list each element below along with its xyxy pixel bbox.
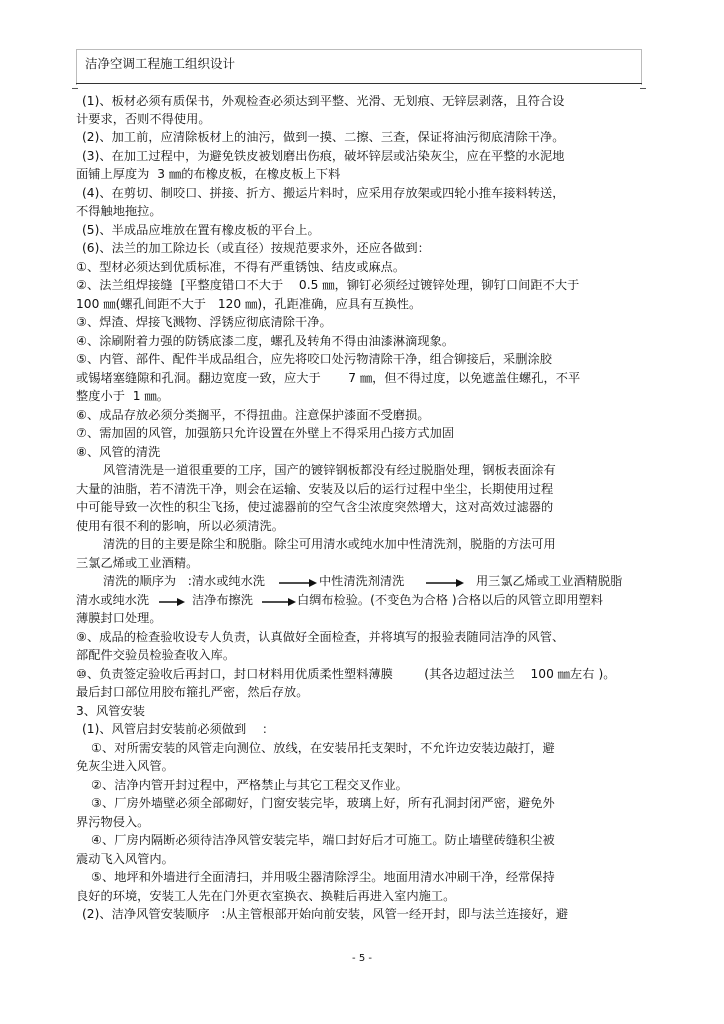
flow-step-3: 用三氯乙烯或工业酒精脱脂 (476, 574, 623, 588)
arrow-right-icon (159, 597, 185, 607)
flow-step-1: 清水或纯水洗 (76, 593, 150, 607)
body-line: 100 ㎜(螺孔间距不大于 120 ㎜)，孔距准确，应具有互换性。 (76, 297, 422, 311)
body-line: (3)、在加工过程中，为避免铁皮被划磨出伤痕，破坏锌层或沾染灰尘，应在平整的水泥地 (82, 149, 565, 163)
flow-step-2: 中性清洗剂清洗 (319, 574, 405, 588)
flow-step-3: 白绸布检验。(不变色为合格 )合格以后的风管立即用塑料 (297, 593, 603, 607)
body-line: 三氯乙烯或工业酒精。 (76, 556, 199, 570)
body-line: 薄膜封口处理。 (76, 611, 162, 625)
body-line: 计要求，否则不得使用。 (76, 112, 211, 126)
body-line: ⑨、成品的检查验收设专人负责，认真做好全面检查，并将填写的报验表随同洁净的风管、 (76, 630, 565, 644)
body-line: (2)、加工前，应清除板材上的油污，做到一摸、二擦、三查，保证将油污彻底清除干净。 (82, 130, 565, 144)
document-header-title: 洁净空调工程施工组织设计 (85, 56, 236, 71)
body-line: ①、对所需安装的风管走向测位、放线，在安装吊托支架时，不允许边安装边敲打，避 (91, 741, 555, 755)
body-line: ④、涂刷附着力强的防锈底漆二度，螺孔及转角不得由油漆淋滴现象。 (76, 334, 455, 348)
body-line: 整度小于 1 ㎜。 (76, 389, 170, 403)
flow-step-2: 洁净布擦洗 (192, 593, 253, 607)
arrow-right-icon (279, 578, 317, 588)
body-line: (6)、法兰的加工除边长（或直径）按规范要求外，还应各做到： (82, 241, 430, 255)
body-line: 或锡堵塞缝隙和孔洞。翻边宽度一致，应大于 7 ㎜，但不得过度，以免遮盖住螺孔，不平 (76, 371, 581, 385)
body-line: ⑧、风管的清洗 (76, 445, 161, 459)
page-number: - 5 - (352, 953, 372, 964)
body-line: (1)、风管启封安装前必须做到 ： (82, 722, 275, 736)
arrow-right-icon (262, 597, 296, 607)
body-line: 最后封口部位用胶布箍扎严密，然后存放。 (76, 685, 309, 699)
flow-step-1: 清洗的顺序为 :清水或纯水洗 (103, 574, 265, 588)
body-line: ⑩、负责签定验收后再封口，封口材料用优质柔性塑料薄膜 (其各边超过法兰 100 ㎜左右 )。 (76, 667, 616, 681)
body-line: 免灰尘进入风管。 (76, 759, 174, 773)
body-line: ⑥、成品存放必须分类搁平，不得扭曲。注意保护漆面不受磨损。 (76, 408, 430, 422)
body-line: ③、厂房外墙壁必须全部砌好，门窗安装完毕，玻璃上好，所有孔洞封闭严密，避免外 (91, 796, 555, 810)
section-heading: 3、风管安装 (76, 704, 145, 718)
body-line: ②、法兰组焊接缝 [平整度错口不大于 0.5 ㎜，铆钉必须经过镀锌处理，铆钉口间距不大于 (76, 278, 580, 292)
body-line: ⑦、需加固的风管，加强筋只允许设置在外壁上不得采用凸接方式加固 (76, 426, 455, 440)
body-line: 震动飞入风管内。 (76, 852, 174, 866)
body-line: 不得触地拖拉。 (76, 204, 162, 218)
arrow-right-icon (426, 578, 464, 588)
body-line: 部配件交验员检验查收入库。 (76, 648, 236, 662)
body-line: ②、洁净内管开封过程中，严格禁止与其它工程交叉作业。 (91, 778, 408, 792)
body-line: (4)、在剪切、制咬口、拼接、折方、搬运片料时，应采用存放架或四轮小推车接料转送， (82, 186, 565, 200)
body-line: ③、焊渣、焊接飞溅物、浮锈应彻底清除干净。 (76, 315, 332, 329)
body-line: 中可能导致一次性的积尘飞扬，使过滤器前的空气含尘浓度突然增大，这对高效过滤器的 (76, 500, 554, 514)
body-line: 面铺上厚度为 3 ㎜的布橡皮板，在橡皮板上下料 (76, 167, 341, 181)
body-line: (2)、洁净风管安装顺序 :从主管根部开始向前安装，风管一经开封，即与法兰连接好，避 (82, 907, 569, 921)
body-line: ⑤、地坪和外墙进行全面清扫，并用吸尘器清除浮尘。地面用清水冲刷干净，经常保持 (91, 870, 555, 884)
body-line: ⑤、内管、部件、配件半成品组合，应先将咬口处污物清除干净，组合铆接后，采删涂胶 (76, 352, 552, 366)
body-line: ④、厂房内隔断必须待洁净风管安装完毕，端口封好后才可施工。防止墙壁砖缝积尘被 (91, 833, 555, 847)
body-line: 良好的环境，安装工人先在门外更衣室换衣、换鞋后再进入室内施工。 (76, 889, 456, 903)
body-line: 大量的油脂，若不清洗干净，则会在运输、安装及以后的运行过程中坐尘，长期使用过程 (76, 482, 554, 496)
body-line: 界污物侵入。 (76, 815, 150, 829)
body-line: 使用有很不利的影响，所以必须清洗。 (76, 519, 285, 533)
body-line: (5)、半成品应堆放在置有橡皮板的平台上。 (82, 223, 320, 237)
body-line: ①、型材必须达到优质标准，不得有严重锈蚀、结皮或麻点。 (76, 260, 406, 274)
body-line: (1)、板材必须有质保书，外观检查必须达到平整、光滑、无划痕、无锌层剥落，且符合设 (82, 94, 565, 108)
body-line: 风管清洗是一道很重要的工序，国产的镀锌钢板都没有经过脱脂处理，钢板表面涂有 (103, 463, 556, 477)
body-line: 清洗的目的主要是除尘和脱脂。除尘可用清水或纯水加中性清洗剂，脱脂的方法可用 (103, 537, 556, 551)
